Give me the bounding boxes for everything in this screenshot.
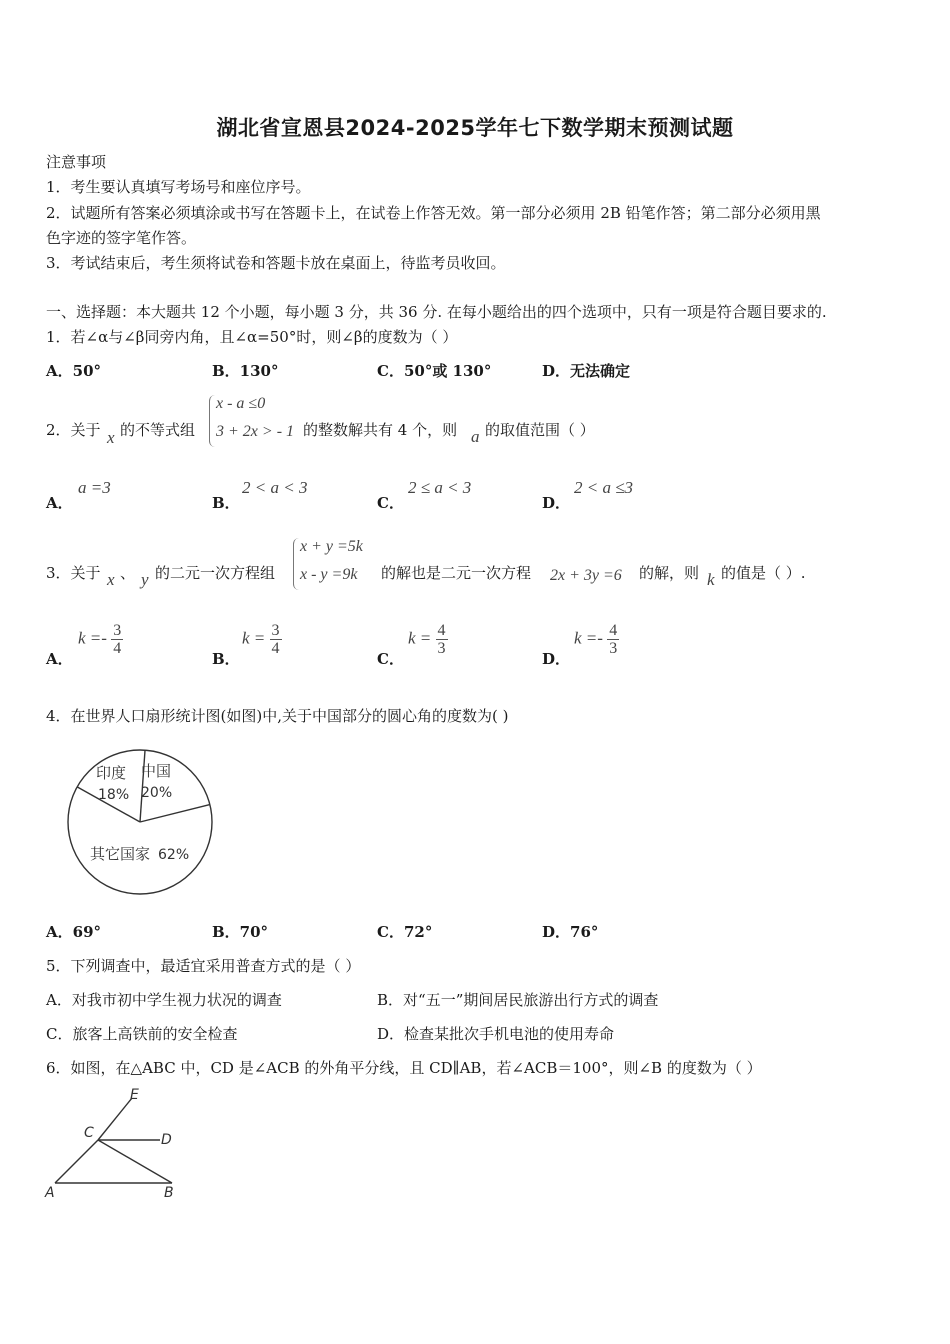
q3-system-line2: x - y =9k: [300, 566, 358, 583]
label-d: D: [161, 1132, 172, 1148]
q3-var-k: k: [707, 570, 715, 589]
q2-label-a: A．: [46, 494, 73, 512]
q3-label-c: C．: [377, 650, 404, 668]
notice-item: 色字迹的签字笔作答。: [46, 229, 197, 247]
q3-var-y: y: [141, 570, 149, 589]
q2-system-line1: x - a ≤0: [216, 395, 266, 412]
q2-label-c: C．: [377, 494, 404, 512]
brace: [293, 538, 300, 590]
page-title: 湖北省宣恩县2024-2025学年七下数学期末预测试题: [216, 116, 734, 140]
label-a: A: [45, 1185, 55, 1201]
label-b: B: [164, 1185, 174, 1201]
q5-option-a: A．对我市初中学生视力状况的调查: [46, 991, 282, 1009]
q3-text: 的解，则: [639, 564, 700, 582]
q2-text: 的取值范围（ ）: [485, 421, 595, 439]
q1-option-b: B．130°: [212, 362, 279, 380]
pie-label-others: 其它国家: [90, 845, 151, 863]
notice-heading: 注意事项: [46, 153, 107, 171]
q3-text: 的解也是二元一次方程: [381, 564, 532, 582]
pie-chart: [60, 745, 220, 900]
pie-label-india: 印度: [96, 764, 127, 782]
q5-option-b: B．对“五一”期间居民旅游出行方式的调查: [377, 991, 659, 1009]
q4-option-c: C．72°: [377, 923, 433, 941]
q3-system-line1: x + y =5k: [300, 538, 363, 555]
q3-equation: 2x + 3y =6: [550, 567, 622, 584]
notice-item: 2．试题所有答案必须填涂或书写在答题卡上，在试卷上作答无效。第一部分必须用 2B 铅笔作答；第二部分必须用黑: [46, 204, 821, 222]
q3-label-d: D．: [542, 650, 571, 668]
q1-option-c: C．50°或 130°: [377, 362, 492, 380]
q3-label-a: A．: [46, 650, 73, 668]
q2-option-a: a =3: [78, 478, 111, 497]
pie-percent-others: 62%: [158, 847, 190, 863]
q3-prefix: 3．关于: [46, 564, 101, 582]
q3-option-c: k = $\frac{4}{3}$: [408, 622, 446, 657]
q5-option-c: C．旅客上高铁前的安全检查: [46, 1025, 238, 1043]
q2-var-x: x: [107, 428, 115, 447]
q3-option-d: k =- $\frac{4}{3}$: [574, 622, 618, 657]
q2-system-line2: 3 + 2x > - 1: [216, 423, 295, 440]
q3-option-a: k =- $\frac{3}{4}$: [78, 622, 122, 657]
segment-ac: [55, 1140, 98, 1183]
q2-option-b: 2 < a < 3: [242, 478, 308, 497]
q2-var-a: a: [471, 427, 480, 446]
triangle-figure: [40, 1085, 190, 1205]
q2-option-c: 2 ≤ a < 3: [408, 478, 472, 497]
label-c: C: [84, 1125, 94, 1141]
question-6: 6．如图，在△ABC 中，CD 是∠ACB 的外角平分线，且 CD∥AB，若∠ACB＝100°，则∠B 的度数为（ ）: [46, 1059, 762, 1077]
pie-percent-china: 20%: [141, 785, 173, 801]
pie-slice-boundary-others-start: [140, 805, 210, 822]
q3-label-b: B．: [212, 650, 240, 668]
notice-item: 3．考试结束后，考生须将试卷和答题卡放在桌面上，待监考员收回。: [46, 254, 506, 272]
q3-text: 的值是（ ）.: [721, 564, 806, 582]
q2-text: 的不等式组: [120, 421, 196, 439]
q3-text: 、: [120, 564, 136, 582]
question-5: 5．下列调查中，最适宜采用普查方式的是（ ）: [46, 957, 361, 975]
section-heading: 一、选择题：本大题共 12 个小题，每小题 3 分，共 36 分. 在每小题给出的四个选项中，只有一项是符合题目要求的.: [46, 303, 827, 321]
q2-label-d: D．: [542, 494, 571, 512]
q3-var-x: x: [107, 570, 115, 589]
ray-ce: [98, 1098, 132, 1140]
q2-option-d: 2 < a ≤3: [574, 478, 634, 497]
brace: [209, 395, 216, 447]
q3-option-b: k = $\frac{3}{4}$: [242, 622, 280, 657]
q2-prefix: 2．关于: [46, 421, 101, 439]
q2-text: 的整数解共有 4 个，则: [303, 421, 458, 439]
question-4: 4．在世界人口扇形统计图(如图)中,关于中国部分的圆心角的度数为( ): [46, 707, 509, 725]
q4-option-d: D．76°: [542, 923, 599, 941]
q5-option-d: D．检查某批次手机电池的使用寿命: [377, 1025, 615, 1043]
pie-label-china: 中国: [141, 762, 172, 780]
q4-option-a: A．69°: [46, 923, 102, 941]
q1-option-d: D．无法确定: [542, 362, 631, 380]
pie-percent-india: 18%: [98, 787, 130, 803]
label-e: E: [130, 1087, 139, 1103]
q1-option-a: A．50°: [46, 362, 102, 380]
notice-item: 1．考生要认真填写考场号和座位序号。: [46, 178, 311, 196]
q4-option-b: B．70°: [212, 923, 269, 941]
q3-text: 的二元一次方程组: [155, 564, 276, 582]
question-1: 1．若∠α与∠β同旁内角，且∠α=50°时，则∠β的度数为（ ）: [46, 328, 458, 346]
q2-label-b: B．: [212, 494, 240, 512]
